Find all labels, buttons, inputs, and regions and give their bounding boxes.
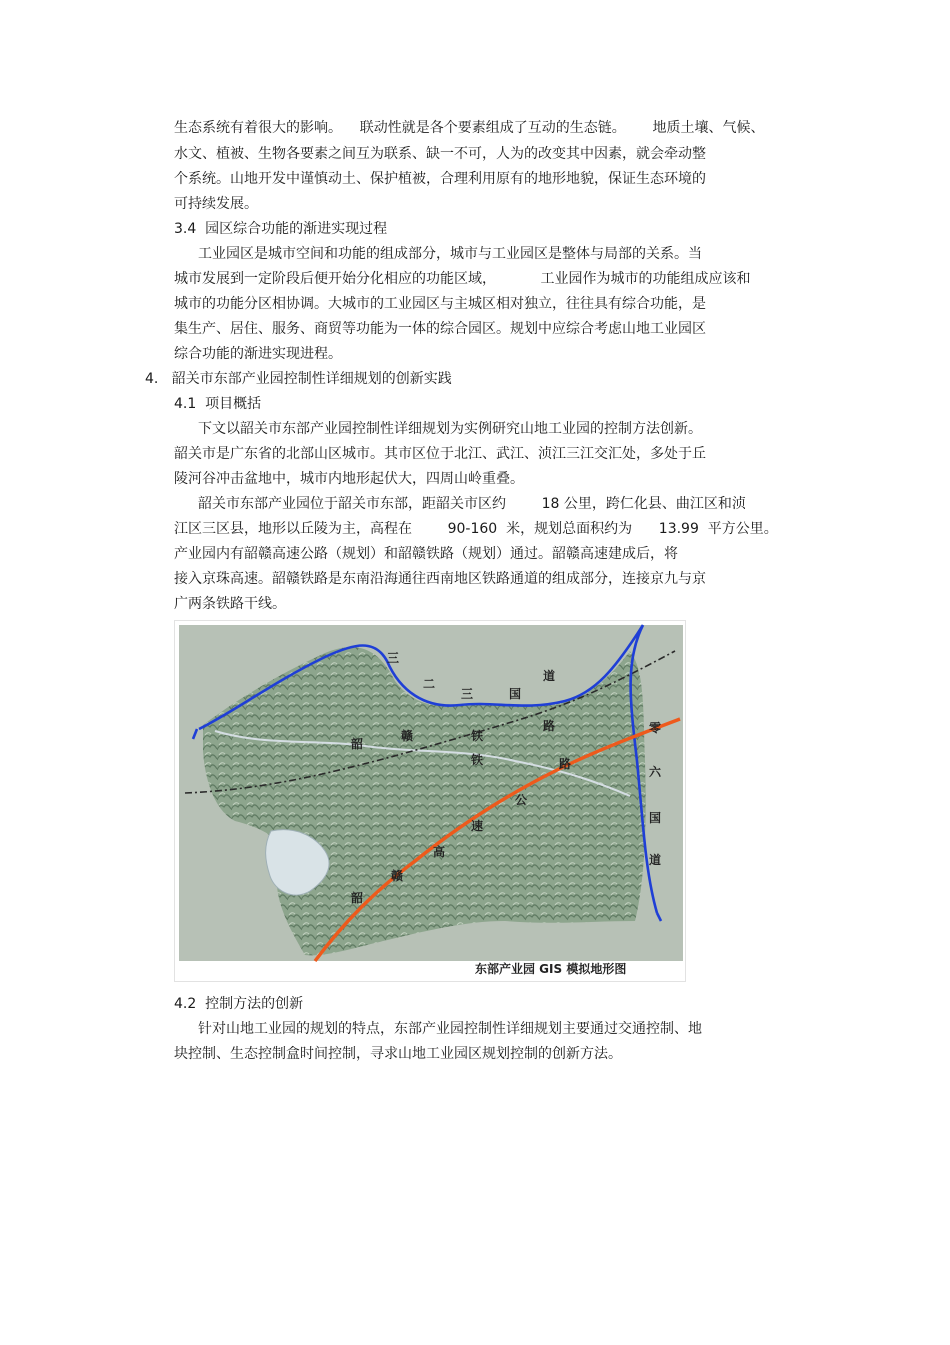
map-label: 铁	[471, 753, 484, 767]
gis-terrain-map	[174, 620, 686, 982]
paragraph-line: 韶关市东部产业园位于韶关市东部，距韶关市区约 18 公里，跨仁化县、曲江区和浈	[198, 496, 746, 512]
section-heading: 4.1 项目概括	[174, 396, 262, 412]
paragraph-line: 产业园内有韶赣高速公路（规划）和韶赣铁路（规划）通过。韶赣高速建成后，将	[174, 546, 678, 562]
paragraph-line: 接入京珠高速。韶赣铁路是东南沿海通往西南地区铁路通道的组成部分，连接京九与京	[174, 571, 706, 587]
map-label: 国	[509, 687, 522, 701]
section-heading: 3.4 园区综合功能的渐进实现过程	[174, 221, 388, 237]
map-label: 路	[543, 719, 556, 733]
paragraph-line: 工业园区是城市空间和功能的组成部分，城市与工业园区是整体与局部的关系。当	[198, 246, 702, 262]
paragraph-line: 陵河谷冲击盆地中，城市内地形起伏大，四周山岭重叠。	[174, 471, 524, 487]
map-label: 赣	[401, 729, 414, 743]
section-heading: 4.2 控制方法的创新	[174, 996, 304, 1012]
paragraph-line: 城市发展到一定阶段后便开始分化相应的功能区域， 工业园作为城市的功能组成应该和	[174, 271, 751, 287]
paragraph-line: 个系统。山地开发中谨慎动土、保护植被，合理利用原有的地形地貌，保证生态环境的	[174, 171, 706, 187]
map-label: 公	[515, 793, 528, 807]
map-label: 韶	[351, 891, 364, 905]
paragraph-line: 针对山地工业园的规划的特点，东部产业园控制性详细规划主要通过交通控制、地	[198, 1021, 702, 1037]
paragraph-line: 集生产、居住、服务、商贸等功能为一体的综合园区。规划中应综合考虑山地工业园区	[174, 321, 706, 337]
map-label: 铁	[471, 729, 484, 743]
paragraph-line: 广两条铁路干线。	[174, 596, 286, 612]
map-label: 三	[387, 651, 400, 665]
paragraph-line: 综合功能的渐进实现进程。	[174, 346, 342, 362]
map-label: 三	[461, 687, 474, 701]
map-label: 国	[649, 811, 662, 825]
map-label: 韶	[351, 737, 364, 751]
map-label: 道	[543, 669, 556, 683]
paragraph-line: 块控制、生态控制盒时间控制，寻求山地工业园区规划控制的创新方法。	[174, 1046, 622, 1062]
paragraph-line: 生态系统有着很大的影响。 联动性就是各个要素组成了互动的生态链。 地质土壤、气候、	[174, 120, 765, 136]
paragraph-line: 城市的功能分区相协调。大城市的工业园区与主城区相对独立，往往具有综合功能，是	[174, 296, 706, 312]
map-label: 高	[433, 845, 446, 859]
paragraph-line: 韶关市是广东省的北部山区城市。其市区位于北江、武江、浈江三江交汇处，多处于丘	[174, 446, 706, 462]
paragraph-line: 可持续发展。	[174, 196, 258, 212]
paragraph-line: 江区三区县，地形以丘陵为主，高程在 90-160 米，规划总面积约为 13.99 平方公里。	[174, 521, 778, 537]
paragraph-line: 水文、植被、生物各要素之间互为联系、缺一不可，人为的改变其中因素，就会牵动整	[174, 146, 706, 162]
map-label: 六	[649, 765, 662, 779]
paragraph-line: 下文以韶关市东部产业园控制性详细规划为实例研究山地工业园的控制方法创新。	[198, 421, 702, 437]
figure-caption: 东部产业园 GIS 模拟地形图	[475, 962, 627, 976]
map-label: 路	[559, 757, 572, 771]
chapter-heading: 4. 韶关市东部产业园控制性详细规划的创新实践	[145, 371, 452, 387]
map-label: 二	[423, 677, 436, 691]
map-label: 零	[649, 721, 662, 735]
map-label: 道	[649, 853, 662, 867]
map-label: 赣	[391, 869, 404, 883]
map-label: 速	[471, 819, 484, 833]
